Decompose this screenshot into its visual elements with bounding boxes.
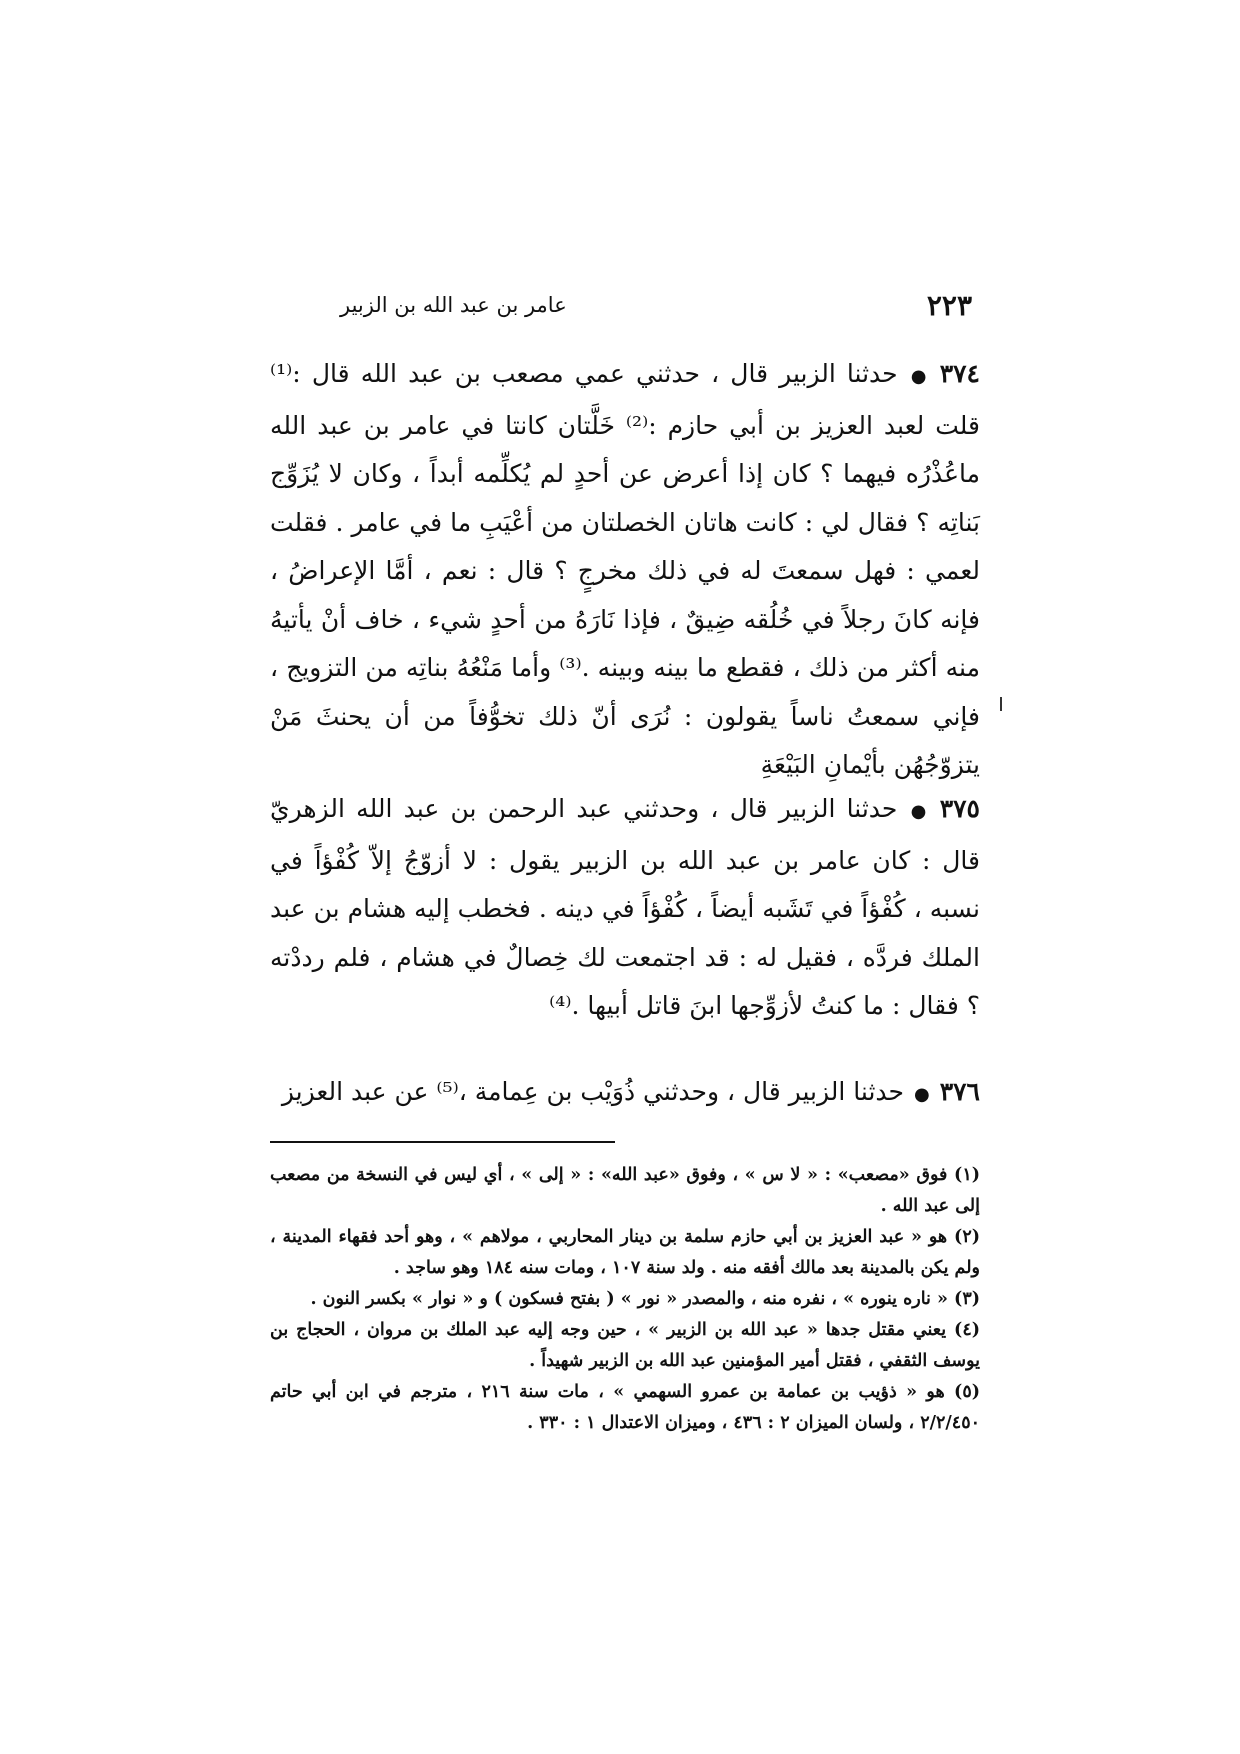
- entry-376: [270, 1068, 980, 1120]
- entry-number: ٣٧٦: [939, 1077, 980, 1106]
- bullet-icon: ●: [913, 1084, 930, 1105]
- bullet-icon: ●: [907, 801, 930, 822]
- entry-374: [270, 350, 980, 790]
- footnote-2: (٢) هو « عبد العزيز بن أبي حازم سلمة بن دينار المحاربي ، مولاهم » ، وهو أحد فقهاء المدينة ، ولم يكن بالمدينة بعد مالك أفقه منه . ولد سنة ١٠٧ ، ومات سنه ١٨٤ وهو ساجد .: [270, 1227, 980, 1278]
- footnote-3: (٣) « ناره ينوره » ، نفره منه ، والمصدر « نور » ( بفتح فسكون ) و « نوار » بكسر النون .: [310, 1289, 980, 1309]
- page-number: ٢٢٣: [926, 288, 972, 322]
- margin-mark: [1000, 697, 1002, 711]
- entry-number: ٣٧٥: [939, 794, 980, 823]
- footnote-4: (٤) يعني مقتل جدها « عبد الله بن الزبير » ، حين وجه إليه عبد الملك بن مروان ، الحجاج بن يوسف الثقفي ، فقتل أمير المؤمنين عبد الله بن الزبير شهيداً .: [270, 1320, 980, 1371]
- entry-375: [270, 785, 980, 1031]
- book-page: [270, 0, 980, 1754]
- footnotes: [270, 1160, 980, 1439]
- running-title: عامر بن عبد الله بن الزبير: [340, 293, 567, 317]
- footnote-1: (١) فوق «مصعب» : « لا س » ، وفوق «عبد الله» : « إلى » ، أي ليس في النسخة من مصعب إلى عبد الله .: [270, 1165, 980, 1216]
- entry-text: حدثنا الزبير قال ، وحدثني عبد الرحمن بن عبد الله الزهريّ قال : كان عامر بن عبد الله بن الزبير يقول : لا أزوّجُ إلاّ كُفْؤاً في نسبه ، كُفْؤاً في تَشَبه أيضاً ، كُفْؤاً في دينه . فخطب إليه هشام بن عبد الملك فردَّه ، فقيل له : قد اجتمعت لك خِصالٌ في هشام ، فلم رددْته ؟ فقال : ما كنتُ لأزوِّجها ابنَ قاتل أبيها .⁽⁴⁾: [270, 794, 980, 1020]
- entry-number: ٣٧٤: [939, 359, 980, 388]
- footnote-5: (٥) هو « ذؤيب بن عمامة بن عمرو السهمي » ، مات سنة ٢١٦ ، مترجم في ابن أبي حاتم ٢/٢/٤٥٠ ، ولسان الميزان ٢ : ٤٣٦ ، وميزان الاعتدال ١ : ٣٣٠ .: [270, 1382, 980, 1433]
- page-header: [270, 285, 980, 325]
- entry-text: حدثنا الزبير قال ، حدثني عمي مصعب بن عبد الله قال :⁽¹⁾ قلت لعبد العزيز بن أبي حازم :⁽²⁾ خَلَّتان كانتا في عامر بن عبد الله ماعُذْرُه فيهما ؟ كان إذا أعرض عن أحدٍ لم يُكلِّمه أبداً ، وكان لا يُزَوِّج بَناتِه ؟ فقال لي : كانت هاتان الخصلتان من أعْيَبِ ما في عامر . فقلت لعمي : فهل سمعتَ له في ذلك مخرجٍ ؟ قال : نعم ، أمَّا الإعراضُ ، فإنه كانَ رجلاً في خُلُقه ضِيقٌ ، فإذا نَارَهُ من أحدٍ شيء ، خاف أنْ يأتيهُ منه أكثر من ذلك ، فقطع ما بينه وبينه .⁽³⁾ وأما مَنْعُهُ بناتِه من التزويج ، فإني سمعتُ ناساً يقولون : نُرَى أنّ ذلك تخوُّفاً من أن يحنثَ مَنْ يتزوّجُهُن بأيْمانِ البَيْعَةِ: [270, 359, 980, 779]
- bullet-icon: ●: [907, 366, 930, 387]
- footnote-divider: [270, 1141, 615, 1143]
- entry-text: حدثنا الزبير قال ، وحدثني ذُوَيْب بن عِمامة ،⁽⁵⁾ عن عبد العزيز: [281, 1077, 904, 1106]
